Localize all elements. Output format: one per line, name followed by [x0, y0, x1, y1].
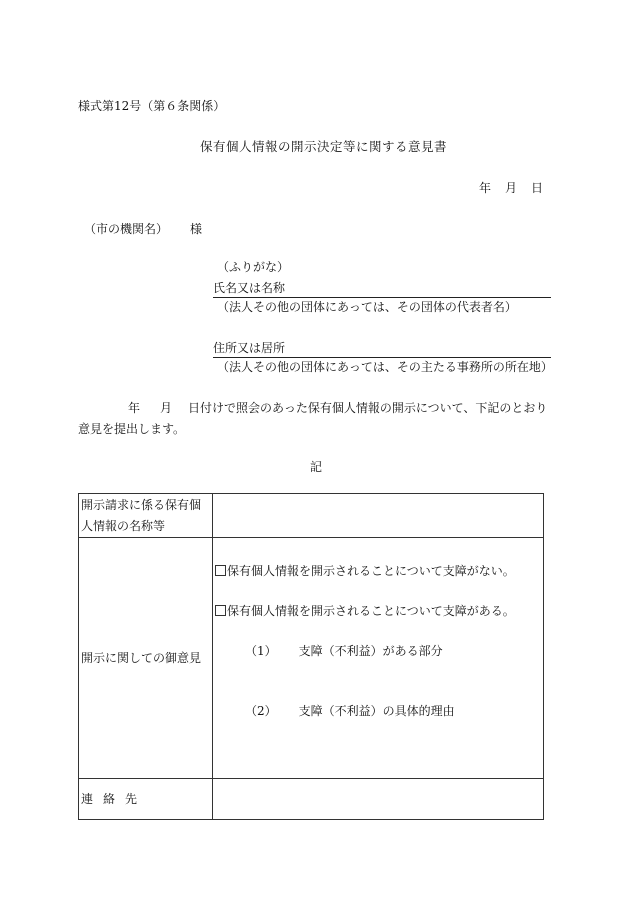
body-paragraph	[78, 398, 553, 440]
address-label: 住所又は居所	[213, 341, 286, 355]
addressee	[84, 220, 202, 237]
body-month: 月	[160, 401, 173, 415]
addressee-org: （市の機関名）	[84, 222, 169, 236]
document-title: 保有個人情報の開示決定等に関する意見書	[200, 139, 448, 154]
contact-label: 連 絡 先	[79, 779, 213, 820]
form-number: 様式第12号（第６条関係）	[78, 99, 226, 113]
body-year: 年	[128, 401, 141, 415]
table-row	[79, 494, 544, 538]
info-name-label: 開示請求に係る保有個人情報の名称等	[79, 494, 213, 538]
checkbox-icon[interactable]	[215, 605, 226, 616]
addressee-honorific: 様	[190, 222, 203, 236]
address-note: （法人その他の団体にあっては、その主たる事務所の所在地）	[217, 360, 553, 374]
contact-cell[interactable]	[213, 779, 544, 820]
item-1: （1） 支障（不利益）がある部分	[245, 644, 443, 658]
checkbox-icon[interactable]	[215, 565, 226, 576]
body-text: 日付けで照会のあった保有個人情報の開示について、下記のとおり意見を提出します。	[78, 401, 548, 436]
table-row	[79, 538, 544, 779]
opinion-label: 開示に関しての御意見	[79, 538, 213, 779]
date-year: 年	[479, 181, 492, 195]
date-day: 日	[531, 181, 544, 195]
item-2: （2） 支障（不利益）の具体的理由	[245, 704, 455, 718]
option-issue[interactable]: 保有個人情報を開示されることについて支障がある。	[215, 602, 515, 619]
ki-heading: 記	[310, 460, 323, 474]
option-no-issue[interactable]: 保有個人情報を開示されることについて支障がない。	[215, 562, 515, 579]
date-line	[479, 179, 543, 196]
date-month: 月	[505, 181, 518, 195]
furigana-label: （ふりがな）	[217, 260, 290, 274]
name-note: （法人その他の団体にあっては、その団体の代表者名）	[217, 300, 517, 314]
table-row	[79, 779, 544, 820]
name-field[interactable]	[213, 279, 551, 298]
opinion-table	[78, 493, 544, 820]
info-name-cell[interactable]	[213, 494, 544, 538]
address-field[interactable]	[213, 339, 551, 358]
name-label: 氏名又は名称	[213, 281, 286, 295]
opinion-cell[interactable]	[213, 538, 544, 779]
